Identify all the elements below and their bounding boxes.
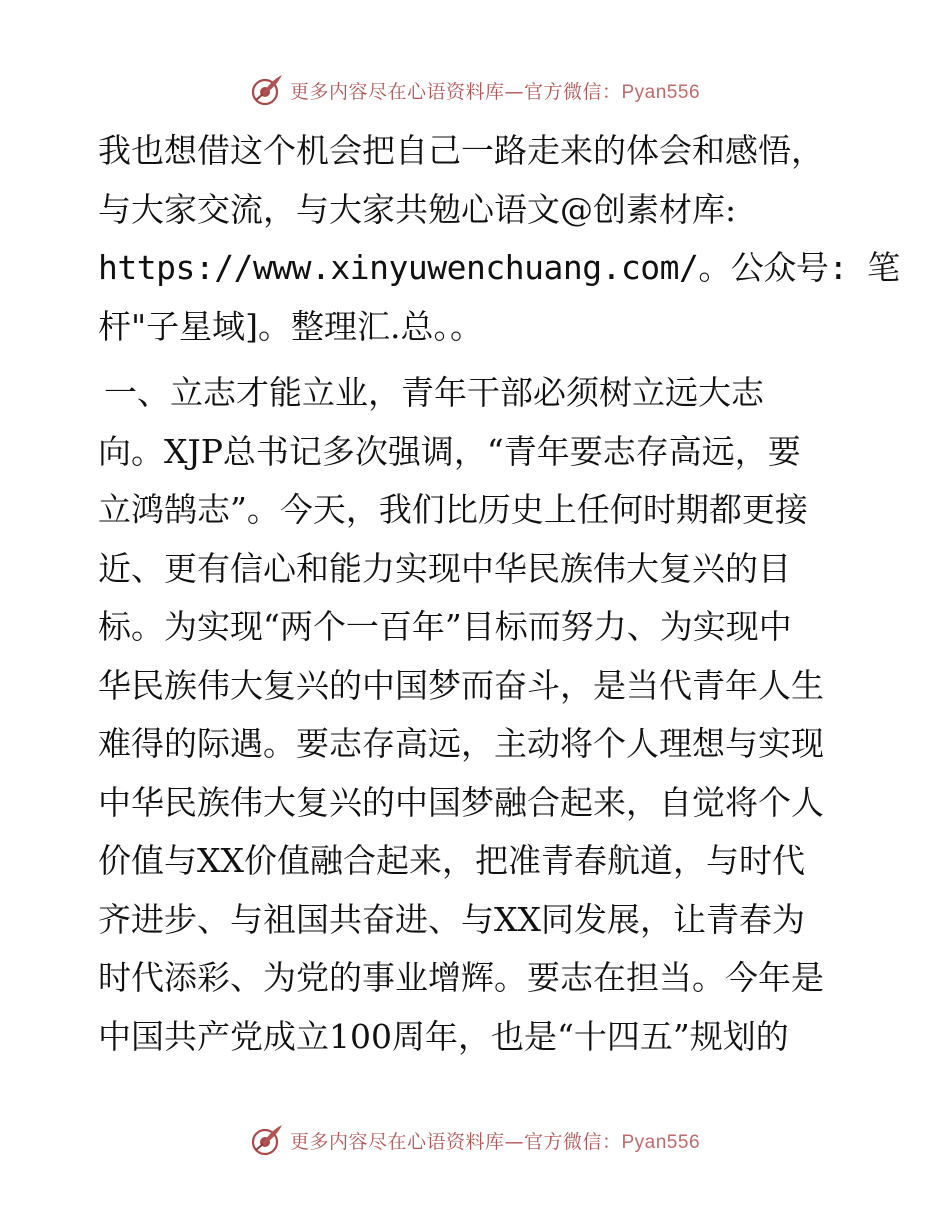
paragraph-1 — [98, 122, 900, 356]
banner-dash: — — [504, 1130, 524, 1153]
banner-dash: — — [504, 80, 524, 103]
footer-banner — [0, 1120, 950, 1160]
document-body — [98, 122, 900, 1066]
text-line: 华民族伟大复兴的中国梦而奋斗，是当代青年人生 — [98, 665, 824, 705]
feather-pen-circle-icon — [250, 73, 284, 107]
text-line: 中国共产党成立100周年，也是“十四五”规划的 — [98, 1016, 789, 1056]
text-line: 时代添彩、为党的事业增辉。要志在担当。今年是 — [98, 958, 824, 997]
text-line: 近、更有信心和能力实现中华民族伟大复兴的目 — [98, 548, 791, 588]
text-line-url: https://www.xinyuwenchuang.com/。公众号: 笔 — [98, 248, 900, 287]
text-line: 难得的际遇。要志存高远，主动将个人理想与实现 — [98, 724, 824, 763]
banner-wechat-label: 官方微信： — [523, 1130, 622, 1153]
text-line: 我也想借这个机会把自己一路走来的体会和感悟， — [98, 131, 824, 170]
feather-pen-circle-icon — [250, 1123, 284, 1157]
banner-account: Pyan556 — [621, 1131, 701, 1153]
banner-wechat-label: 官方微信： — [523, 80, 622, 103]
text-line: 价值与XX价值融合起来，把准青春航道，与时代 — [98, 841, 805, 880]
text-line: 中华民族伟大复兴的中国梦融合起来，自觉将个人 — [98, 782, 824, 822]
banner-text — [290, 1127, 700, 1154]
banner-text — [290, 77, 700, 104]
text-line: 齐进步、与祖国共奋进、与XX同发展，让青春为 — [98, 899, 805, 939]
banner-account: Pyan556 — [621, 81, 701, 103]
text-line: 与大家交流，与大家共勉心语文@创素材库: — [98, 189, 737, 229]
paragraph-2 — [98, 364, 868, 1066]
text-line: 标。为实现“两个一百年”目标而努力、为实现中 — [98, 607, 792, 646]
text-line-heading: 一、立志才能立业，青年干部必须树立远大志 — [104, 373, 764, 412]
banner-main-text: 更多内容尽在心语资料库 — [289, 80, 505, 103]
paragraph-gap — [98, 356, 868, 364]
text-line: 向。XJP总书记多次强调，“青年要志存高远，要 — [98, 431, 801, 471]
header-banner — [0, 70, 950, 110]
text-line: 杆"子星域]。整理汇.总。。 — [98, 306, 484, 346]
banner-main-text: 更多内容尽在心语资料库 — [289, 1130, 505, 1153]
text-line: 立鸿鹄志”。今天，我们比历史上任何时期都更接 — [98, 490, 808, 529]
